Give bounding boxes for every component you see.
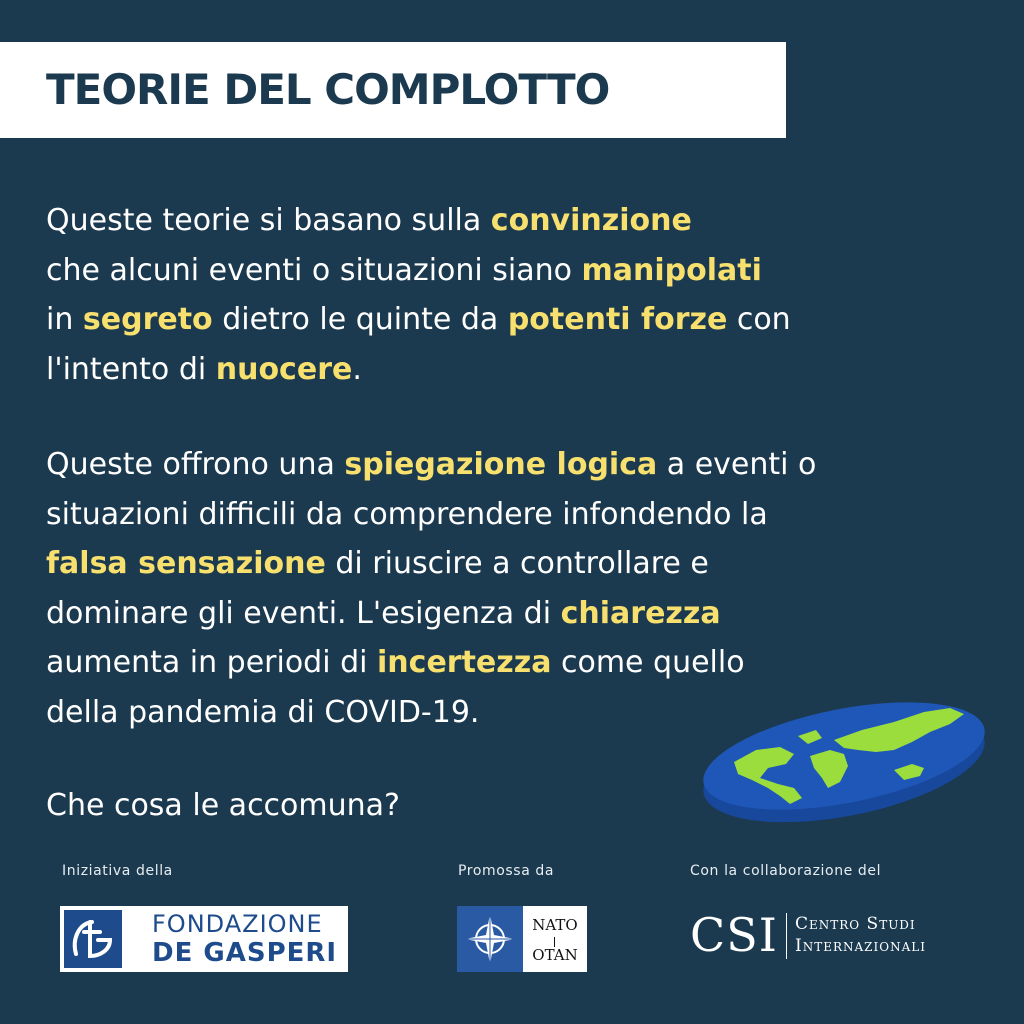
paragraph-definition bbox=[46, 196, 791, 394]
highlight-term: chiarezza bbox=[560, 595, 721, 631]
highlight-term: manipolati bbox=[581, 252, 762, 288]
highlight-term: falsa sensazione bbox=[46, 546, 326, 582]
initiative-label: Iniziativa della bbox=[62, 863, 173, 879]
flat-earth-illustration bbox=[698, 692, 990, 824]
text-segment: di riuscire a controllare e bbox=[325, 546, 709, 582]
text-segment: aumenta in periodi di bbox=[46, 645, 378, 681]
csi-divider bbox=[786, 913, 787, 959]
closing-question: Che cosa le accomuna? bbox=[46, 788, 400, 823]
text-segment: Queste teorie si basano sulla bbox=[46, 203, 491, 238]
collaboration-label: Con la collaborazione del bbox=[690, 863, 882, 879]
highlight-term: incertezza bbox=[377, 645, 552, 681]
text-segment: Queste offrono una bbox=[46, 447, 345, 482]
text-segment: . bbox=[352, 351, 362, 387]
highlight-term: potenti forze bbox=[507, 302, 728, 338]
text-segment: in bbox=[46, 302, 83, 338]
fdg-name-line1: FONDAZIONE bbox=[152, 910, 323, 938]
highlight-term: segreto bbox=[82, 302, 213, 338]
highlight-term: nuocere bbox=[215, 351, 353, 387]
fondazione-de-gasperi-logo bbox=[60, 906, 348, 972]
nato-compass-icon bbox=[457, 906, 523, 972]
text-segment: dominare gli eventi. L'esigenza di bbox=[46, 595, 561, 631]
page-title: TEORIE DEL COMPLOTTO bbox=[46, 65, 610, 114]
otan-text: OTAN bbox=[532, 946, 578, 964]
csi-logo-mark: CSI bbox=[690, 908, 778, 962]
text-segment: dietro le quinte da bbox=[212, 302, 508, 338]
text-segment: della pandemia di COVID-19. bbox=[46, 694, 480, 730]
fdg-name-line2: DE GASPERI bbox=[152, 938, 338, 968]
csi-name-line1: Centro Studi bbox=[795, 914, 916, 934]
nato-text: NATO bbox=[532, 916, 578, 934]
text-segment: come quello bbox=[551, 645, 745, 681]
highlight-term: spiegazione logica bbox=[344, 447, 658, 482]
csi-name-line2: Internazionali bbox=[795, 936, 926, 956]
text-segment: con bbox=[727, 302, 791, 338]
nato-otan-logo bbox=[457, 906, 587, 972]
highlight-term: convinzione bbox=[490, 203, 692, 238]
text-segment: a eventi o bbox=[657, 447, 817, 482]
promoted-label: Promossa da bbox=[458, 863, 555, 879]
text-segment: che alcuni eventi o situazioni siano bbox=[46, 252, 582, 288]
fdg-monogram-icon bbox=[64, 910, 122, 968]
text-segment: l'intento di bbox=[46, 351, 216, 387]
text-segment: situazioni difficili da comprendere infondendo la bbox=[46, 496, 768, 532]
